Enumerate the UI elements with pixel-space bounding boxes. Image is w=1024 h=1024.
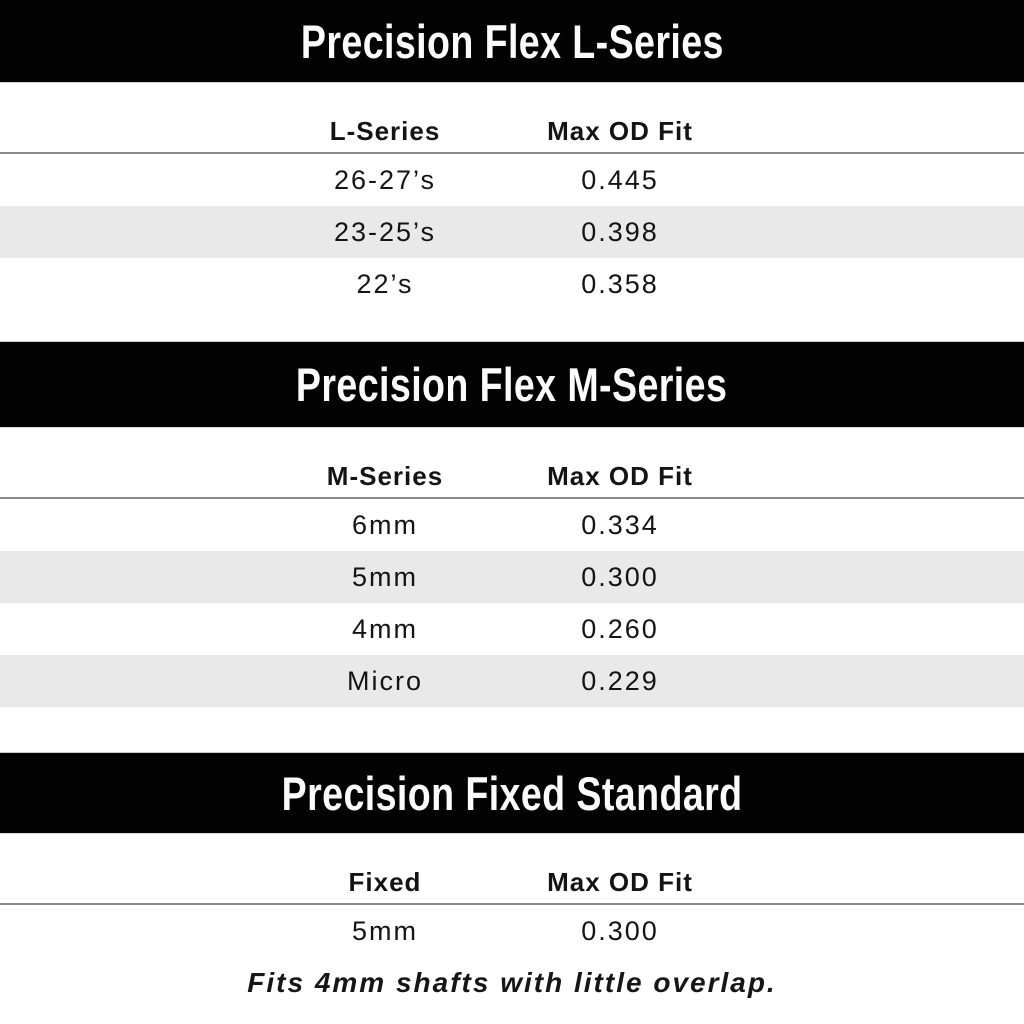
table-row xyxy=(0,206,1024,258)
spec-section xyxy=(0,0,1024,310)
spec-section xyxy=(0,342,1024,707)
row-value-cell: 0.334 xyxy=(581,509,659,540)
table-row-inner xyxy=(270,603,740,655)
column-header: Max OD Fit xyxy=(547,866,693,897)
row-value-cell: 0.260 xyxy=(581,613,659,644)
column-header: M-Series xyxy=(326,460,444,491)
table-header-row xyxy=(0,427,1024,499)
row-value-cell: 0.358 xyxy=(581,268,659,299)
table-row xyxy=(0,499,1024,551)
row-value-cell: 0.300 xyxy=(581,915,659,946)
row-label-cell: 5mm xyxy=(352,561,418,592)
row-value-cell: 0.229 xyxy=(581,665,659,696)
row-label-cell: 22’s xyxy=(356,268,414,299)
row-value-cell: 0.445 xyxy=(581,164,659,195)
section-banner xyxy=(0,753,1024,833)
row-value-cell: 0.398 xyxy=(581,216,659,247)
table-row xyxy=(0,551,1024,603)
table-header-row xyxy=(0,833,1024,905)
table-header-inner xyxy=(270,110,740,152)
spec-section xyxy=(0,753,1024,1007)
footnote: Fits 4mm shafts with little overlap. xyxy=(247,967,777,998)
row-label-cell: Micro xyxy=(347,665,423,696)
table-row xyxy=(0,154,1024,206)
row-label-cell: 5mm xyxy=(352,915,418,946)
table-rows xyxy=(0,154,1024,310)
row-label-cell: 6mm xyxy=(352,509,418,540)
table-header-inner xyxy=(270,861,740,903)
table-header-inner xyxy=(270,455,740,497)
row-label-cell: 4mm xyxy=(352,613,418,644)
table-header-row xyxy=(0,82,1024,154)
row-label-cell: 26-27’s xyxy=(333,164,437,195)
row-value-cell: 0.300 xyxy=(581,561,659,592)
column-header: Max OD Fit xyxy=(547,460,693,491)
table-row-inner xyxy=(270,206,740,258)
table-row xyxy=(0,258,1024,310)
column-header: Max OD Fit xyxy=(547,115,693,146)
row-label-cell: 23-25’s xyxy=(333,216,437,247)
section-title: Precision Flex L-Series xyxy=(300,14,724,68)
table-rows xyxy=(0,905,1024,957)
column-header: Fixed xyxy=(348,866,422,897)
table-row-inner xyxy=(270,655,740,707)
table-row-inner xyxy=(270,905,740,957)
table-row xyxy=(0,655,1024,707)
table-row xyxy=(0,905,1024,957)
table-row-inner xyxy=(270,258,740,310)
section-banner xyxy=(0,0,1024,82)
column-header: L-Series xyxy=(329,115,441,146)
section-title: Precision Flex M-Series xyxy=(296,358,728,411)
table-row-inner xyxy=(270,154,740,206)
section-banner xyxy=(0,342,1024,427)
table-row-inner xyxy=(270,551,740,603)
table-row xyxy=(0,603,1024,655)
section-title: Precision Fixed Standard xyxy=(281,766,743,820)
table-row-inner xyxy=(270,499,740,551)
table-rows xyxy=(0,499,1024,707)
